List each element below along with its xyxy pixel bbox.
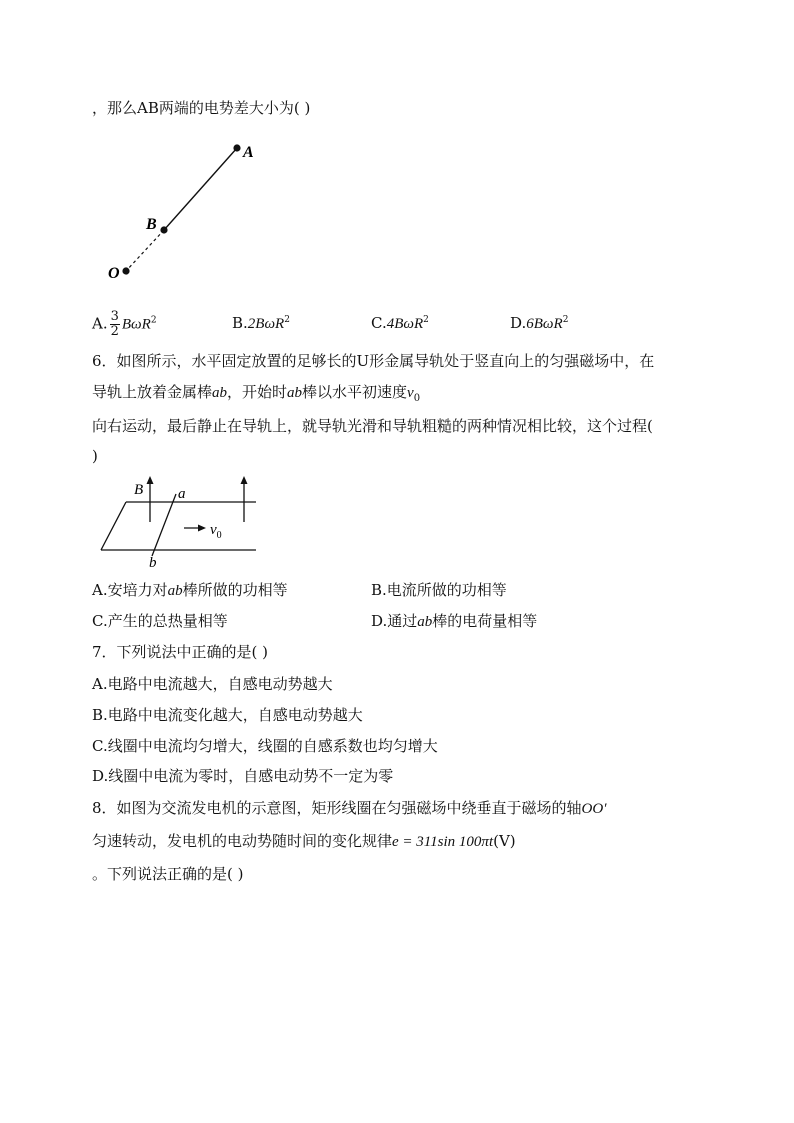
q7-stem: 7．下列说法中正确的是( )	[92, 643, 269, 661]
q8-stem-line1: 8．如图为交流发电机的示意图，矩形线圈在匀强磁场中绕垂直于磁场的轴OO′	[92, 799, 607, 817]
point-a	[233, 144, 240, 151]
velocity-arrow-head	[198, 525, 206, 532]
rail-left-side	[101, 502, 126, 550]
q5-rod-figure	[100, 135, 270, 285]
q6-stem-line1: 6．如图所示，水平固定放置的足够长的U形金属导轨处于竖直向上的匀强磁场中，在	[92, 352, 655, 370]
label-b: b	[149, 555, 157, 571]
q6-option-a[interactable]: A.安培力对ab棒所做的功相等	[92, 581, 288, 599]
point-b	[160, 226, 167, 233]
q6-option-d[interactable]: D.通过ab棒的电荷量相等	[371, 612, 538, 630]
label-b-field: B	[134, 482, 144, 498]
fraction: $\frac{3}{2}$	[110, 309, 119, 339]
label-a: A	[243, 144, 254, 161]
q6-option-b[interactable]: B.电流所做的功相等	[371, 581, 507, 599]
point-o	[122, 267, 129, 274]
q6-stem-line4: )	[92, 447, 98, 465]
q5-stem: ，那么AB两端的电势差大小为( )	[92, 99, 311, 117]
rod-ab	[152, 494, 176, 556]
field-arrow-right-head	[241, 476, 248, 484]
q6-stem-line2: 导轨上放着金属棒ab，开始时ab棒以水平初速度$v_0$	[92, 383, 421, 404]
q5-option-b[interactable]: B.2BωR$^2$	[232, 314, 290, 332]
q5-option-c[interactable]: C.4BωR$^2$	[371, 314, 429, 332]
q7-option-b[interactable]: B.电路中电流变化越大，自感电动势越大	[92, 706, 363, 724]
rod-ob-dashed	[126, 230, 164, 271]
label-a: a	[178, 486, 186, 502]
q5-option-a[interactable]: A. $\frac{3}{2}$ BωR$^2$	[92, 309, 157, 339]
q6-stem-line3: 向右运动，最后静止在导轨上，就导轨光滑和导轨粗糙的两种情况相比较，这个过程(	[92, 417, 653, 435]
q8-stem-line2: 匀速转动，发电机的电动势随时间的变化规律e = 311sin 100πt(V)	[92, 832, 516, 850]
q5-option-d[interactable]: D.6BωR$^2$	[510, 314, 569, 332]
field-arrow-left-head	[147, 476, 154, 484]
label-b: B	[146, 216, 157, 233]
q6-rail-figure	[96, 472, 266, 572]
rod-ab	[164, 148, 237, 230]
q7-option-c[interactable]: C.线圈中电流均匀增大，线圈的自感系数也均匀增大	[92, 737, 438, 755]
q6-option-c[interactable]: C.产生的总热量相等	[92, 612, 228, 630]
q8-stem-line3: 。下列说法正确的是( )	[92, 865, 244, 883]
q7-option-a[interactable]: A.电路中电流越大，自感电动势越大	[92, 675, 333, 693]
q7-option-d[interactable]: D.线圈中电流为零时，自感电动势不一定为零	[92, 767, 394, 785]
label-o: O	[108, 265, 120, 282]
label-v: $v_0$	[210, 522, 222, 541]
